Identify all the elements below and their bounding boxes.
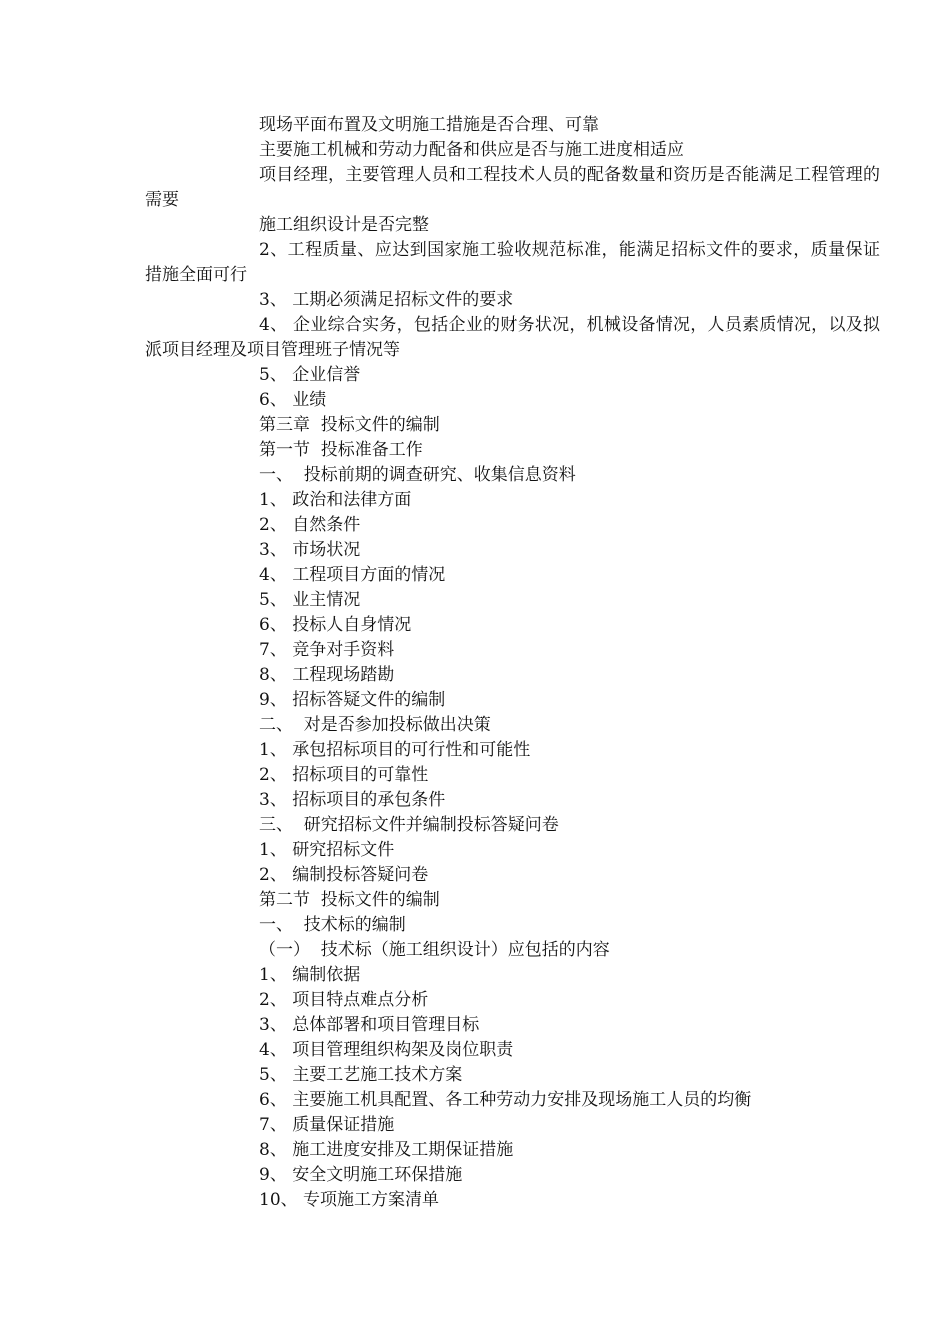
list-item: 3、 招标项目的承包条件 — [259, 790, 446, 810]
list-item: 6、 投标人自身情况 — [259, 615, 412, 635]
list-item: 2、 招标项目的可靠性 — [259, 765, 429, 785]
list-item: 2、 项目特点难点分析 — [259, 990, 429, 1010]
subsection-heading: 二、 对是否参加投标做出决策 — [259, 715, 491, 735]
list-item: 8、 施工进度安排及工期保证措施 — [259, 1140, 514, 1160]
text-paragraph: 项目经理，主要管理人员和工程技术人员的配备数量和资历是否能满足工程管理的需要 — [145, 165, 880, 210]
subsection-heading: （一） 技术标（施工组织设计）应包括的内容 — [259, 940, 610, 960]
list-item: 9、 招标答疑文件的编制 — [259, 690, 446, 710]
list-item: 7、 质量保证措施 — [259, 1115, 395, 1135]
list-item: 1、 编制依据 — [259, 965, 361, 985]
subsection-heading: 一、 投标前期的调查研究、收集信息资料 — [259, 465, 576, 485]
chapter-heading: 第三章 投标文件的编制 — [259, 415, 440, 435]
text-paragraph: 4、 企业综合实务，包括企业的财务状况，机械设备情况，人员素质情况，以及拟派项目经理及项目管理班子情况等 — [145, 315, 880, 360]
list-item: 4、 工程项目方面的情况 — [259, 565, 446, 585]
list-item: 3、 市场状况 — [259, 540, 361, 560]
list-item: 5、 主要工艺施工技术方案 — [259, 1065, 463, 1085]
list-item: 9、 安全文明施工环保措施 — [259, 1165, 463, 1185]
list-item: 10、 专项施工方案清单 — [259, 1190, 440, 1210]
subsection-heading: 一、 技术标的编制 — [259, 915, 406, 935]
list-item: 4、 项目管理组织构架及岗位职责 — [259, 1040, 514, 1060]
text-line: 6、 业绩 — [259, 390, 327, 410]
document-body — [145, 113, 880, 1213]
text-line: 现场平面布置及文明施工措施是否合理、可靠 — [259, 115, 599, 135]
text-line: 5、 企业信誉 — [259, 365, 361, 385]
list-item: 7、 竞争对手资料 — [259, 640, 395, 660]
list-item: 2、 编制投标答疑问卷 — [259, 865, 429, 885]
list-item: 1、 政治和法律方面 — [259, 490, 412, 510]
list-item: 1、 研究招标文件 — [259, 840, 395, 860]
text-line: 施工组织设计是否完整 — [259, 215, 429, 235]
text-line: 主要施工机械和劳动力配备和供应是否与施工进度相适应 — [259, 140, 684, 160]
list-item: 8、 工程现场踏勘 — [259, 665, 395, 685]
subsection-heading: 三、 研究招标文件并编制投标答疑问卷 — [259, 815, 559, 835]
text-paragraph: 2、工程质量、应达到国家施工验收规范标准，能满足招标文件的要求，质量保证措施全面可行 — [145, 240, 880, 285]
list-item: 1、 承包招标项目的可行性和可能性 — [259, 740, 531, 760]
text-line: 3、 工期必须满足招标文件的要求 — [259, 290, 514, 310]
section-heading: 第一节 投标准备工作 — [259, 440, 423, 460]
section-heading: 第二节 投标文件的编制 — [259, 890, 440, 910]
list-item: 5、 业主情况 — [259, 590, 361, 610]
list-item: 3、 总体部署和项目管理目标 — [259, 1015, 480, 1035]
list-item: 6、 主要施工机具配置、各工种劳动力安排及现场施工人员的均衡 — [259, 1090, 752, 1110]
list-item: 2、 自然条件 — [259, 515, 361, 535]
